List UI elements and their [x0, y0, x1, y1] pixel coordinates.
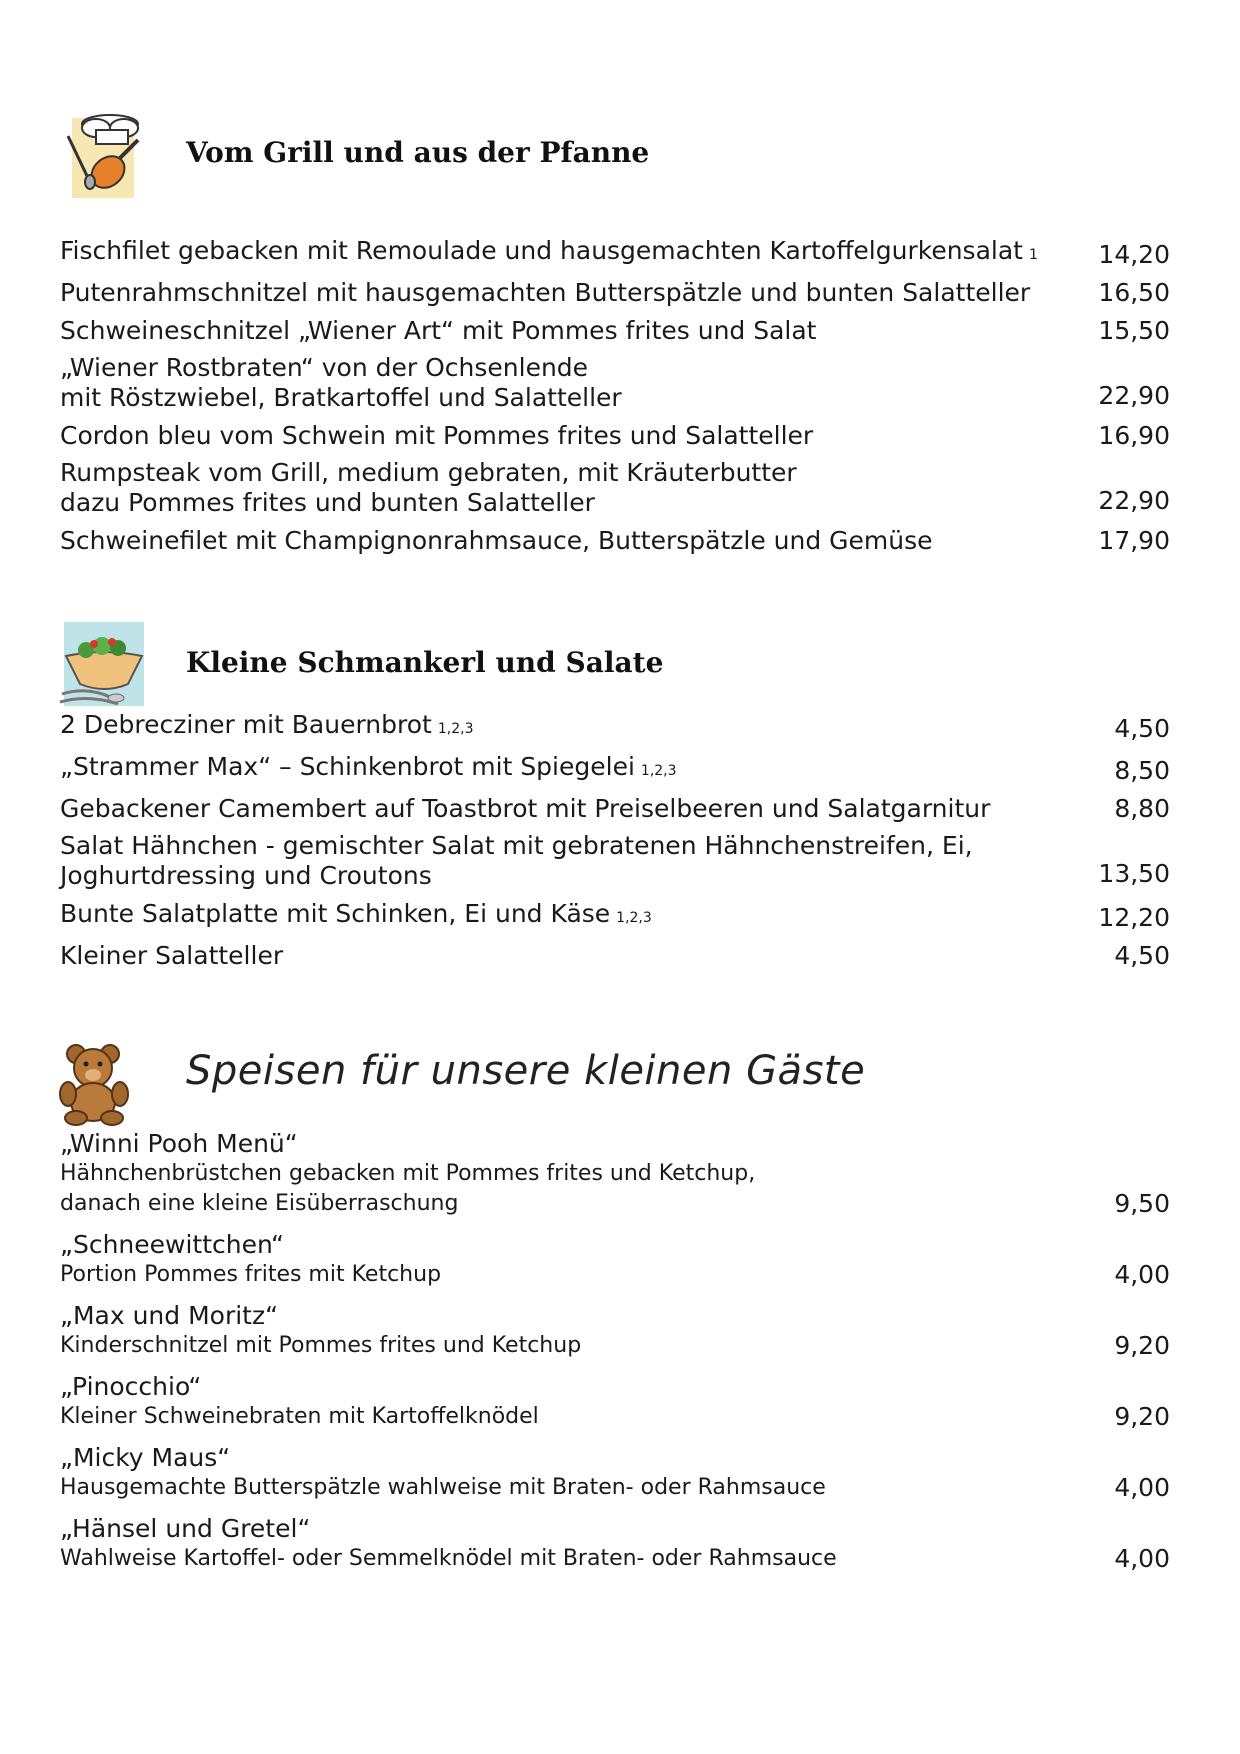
menu-item [60, 350, 1170, 413]
menu-item-line: „Strammer Max“ – Schinkenbrot mit Spiegelei [60, 752, 635, 781]
menu-item-line: Salat Hähnchen - gemischter Salat mit gebratenen Hähnchenstreifen, Ei, [60, 831, 973, 860]
kids-menu-item-description: Kinderschnitzel mit Pommes frites und Ketchup [60, 1333, 582, 1358]
menu-item-line: Cordon bleu vom Schwein mit Pommes frites und Salatteller [60, 421, 814, 450]
menu-item-line: mit Röstzwiebel, Bratkartoffel und Salatteller [60, 383, 622, 412]
kids-menu-item [60, 1371, 1170, 1432]
menu-item [60, 706, 1170, 748]
section-header-grill [58, 112, 1188, 208]
teddy-bear-icon [58, 1040, 138, 1130]
section-title: Speisen für unsere kleinen Gäste [186, 1048, 866, 1094]
kids-menu-item-description: danach eine kleine Eisüberraschung [60, 1191, 459, 1216]
menu-item [60, 455, 1170, 518]
menu-item-description [60, 748, 1170, 790]
menu-item-price: 8,50 [1114, 756, 1170, 785]
menu-item [60, 417, 1170, 455]
menu-item-line: Kleiner Salatteller [60, 941, 284, 970]
kids-menu-item-price: 9,20 [1114, 1331, 1170, 1360]
menu-item-description [60, 417, 1170, 455]
menu-item-price: 8,80 [1114, 794, 1170, 823]
kids-menu-item-name: „Max und Moritz“ [60, 1301, 279, 1330]
menu-item-description [60, 831, 1170, 891]
section-title: Vom Grill und aus der Pfanne [186, 136, 650, 169]
menu-item [60, 312, 1170, 350]
menu-item [60, 790, 1170, 828]
kids-menu-item-name: „Hänsel und Gretel“ [60, 1514, 311, 1543]
menu-item-line: Gebackener Camembert auf Toastbrot mit Preiselbeeren und Salatgarnitur [60, 794, 991, 823]
menu-list-salads [60, 706, 1170, 975]
kids-menu-item-price: 9,50 [1114, 1189, 1170, 1218]
menu-item-price: 14,20 [1098, 240, 1170, 269]
kids-menu-item-name: „Schneewittchen“ [60, 1230, 284, 1259]
menu-item-line: Joghurtdressing und Croutons [60, 861, 432, 890]
menu-item-description [60, 353, 1170, 413]
section-title: Kleine Schmankerl und Salate [186, 646, 664, 679]
allergen-codes: 1,2,3 [640, 763, 677, 779]
menu-item-line: 2 Debrecziner mit Bauernbrot [60, 710, 432, 739]
kids-menu-item-description: Hausgemachte Butterspätzle wahlweise mit Braten- oder Rahmsauce [60, 1475, 826, 1500]
menu-item-price: 4,50 [1114, 941, 1170, 970]
menu-item-price: 22,90 [1098, 486, 1170, 515]
menu-item [60, 748, 1170, 790]
kids-menu-item-price: 4,00 [1114, 1473, 1170, 1502]
kids-menu-item [60, 1513, 1170, 1574]
menu-item-price: 12,20 [1098, 903, 1170, 932]
section-header-salads [58, 622, 1188, 718]
menu-item-line: „Wiener Rostbraten“ von der Ochsenlende [60, 353, 589, 382]
menu-item-price: 13,50 [1098, 859, 1170, 888]
salad-bowl-icon [58, 622, 150, 710]
allergen-codes: 1,2,3 [437, 721, 474, 737]
kids-menu-item-description: Hähnchenbrüstchen gebacken mit Pommes frites und Ketchup, [60, 1161, 756, 1186]
menu-item [60, 232, 1170, 274]
kids-menu-item-price: 4,00 [1114, 1260, 1170, 1289]
menu-list-kids [60, 1128, 1170, 1584]
menu-item-description [60, 790, 1170, 828]
menu-item-line: dazu Pommes frites und bunten Salatteller [60, 488, 595, 517]
kids-menu-item [60, 1442, 1170, 1503]
kids-menu-item-name: „Pinocchio“ [60, 1372, 202, 1401]
kids-menu-item [60, 1300, 1170, 1361]
menu-item-price: 22,90 [1098, 381, 1170, 410]
kids-menu-item-name: „Winni Pooh Menü“ [60, 1129, 298, 1158]
kids-menu-item-price: 4,00 [1114, 1544, 1170, 1573]
menu-item [60, 828, 1170, 891]
menu-item-line: Fischfilet gebacken mit Remoulade und hausgemachten Kartoffelgurkensalat [60, 236, 1023, 265]
section-header-kids [58, 1040, 1188, 1136]
menu-item [60, 274, 1170, 312]
allergen-codes: 1,2,3 [616, 910, 652, 926]
menu-item-line: Schweineschnitzel „Wiener Art“ mit Pommes frites und Salat [60, 316, 817, 345]
menu-list-grill [60, 232, 1170, 560]
kids-menu-item [60, 1128, 1170, 1219]
kids-menu-item-price: 9,20 [1114, 1402, 1170, 1431]
menu-item-price: 17,90 [1098, 526, 1170, 555]
kids-menu-item-description: Portion Pommes frites mit Ketchup [60, 1262, 442, 1287]
allergen-codes: 1 [1028, 247, 1038, 263]
menu-item-line: Putenrahmschnitzel mit hausgemachten Butterspätzle und bunten Salatteller [60, 278, 1031, 307]
menu-item [60, 522, 1170, 560]
kids-menu-item-name: „Micky Maus“ [60, 1443, 231, 1472]
menu-item-price: 15,50 [1098, 316, 1170, 345]
menu-item-price: 16,90 [1098, 421, 1170, 450]
menu-item [60, 937, 1170, 975]
menu-item-line: Schweinefilet mit Champignonrahmsauce, Butterspätzle und Gemüse [60, 526, 933, 555]
menu-item [60, 895, 1170, 937]
menu-item-line: Rumpsteak vom Grill, medium gebraten, mit Kräuterbutter [60, 458, 797, 487]
menu-item-description [60, 274, 1170, 312]
kids-menu-item-description: Wahlweise Kartoffel- oder Semmelknödel mit Braten- oder Rahmsauce [60, 1546, 837, 1571]
kids-menu-item [60, 1229, 1170, 1290]
menu-item-description [60, 895, 1170, 937]
menu-item-description [60, 458, 1170, 518]
chef-pan-icon [58, 112, 150, 208]
menu-item-price: 4,50 [1114, 714, 1170, 743]
menu-item-description [60, 312, 1170, 350]
menu-item-line: Bunte Salatplatte mit Schinken, Ei und Käse [60, 899, 611, 928]
menu-item-description [60, 232, 1170, 274]
menu-item-description [60, 522, 1170, 560]
menu-item-description [60, 706, 1170, 748]
menu-item-description [60, 937, 1170, 975]
kids-menu-item-description: Kleiner Schweinebraten mit Kartoffelknödel [60, 1404, 539, 1429]
menu-item-price: 16,50 [1098, 278, 1170, 307]
